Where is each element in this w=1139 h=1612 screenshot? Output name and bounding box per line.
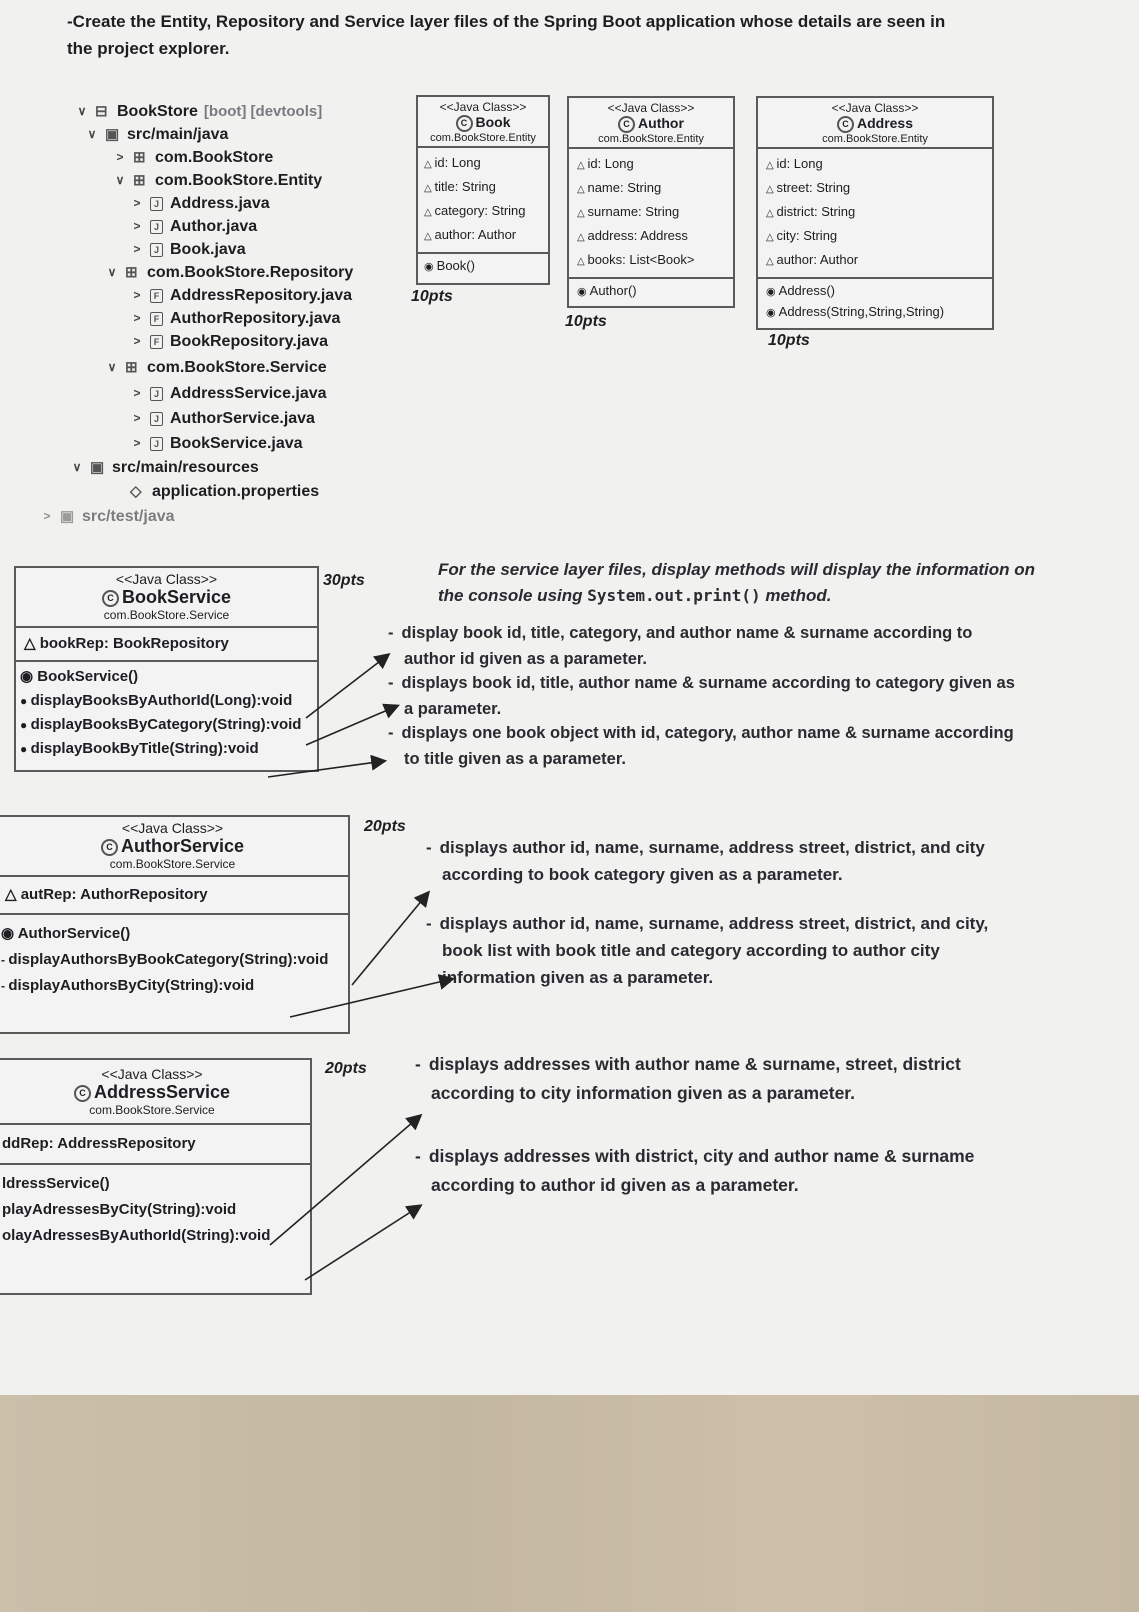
- points-label: 20pts: [364, 818, 406, 835]
- field-text: category: String: [434, 202, 526, 218]
- field-icon: △: [577, 255, 588, 267]
- package-name: com.BookStore.Entity: [598, 132, 704, 145]
- expand-chevron-icon: ∨: [87, 127, 97, 141]
- tree-item-label: src/test/java: [82, 508, 175, 525]
- tree-item-label: application.properties: [152, 483, 320, 500]
- stereotype: <<Java Class>>: [115, 571, 218, 587]
- java-icon: J: [150, 220, 163, 234]
- method-text: Address(): [778, 282, 836, 298]
- field-icon: △: [577, 183, 588, 195]
- field-icon: △: [424, 230, 435, 242]
- package-name: com.BookStore.Service: [109, 857, 236, 871]
- java-icon: J: [150, 197, 163, 211]
- description-text: displays addresses with author name & surname, street, district: [428, 1054, 961, 1074]
- code-snippet: System.out.print(): [587, 586, 761, 605]
- arrow-3: [268, 761, 384, 777]
- interface-icon: F: [150, 312, 163, 326]
- field-icon: △: [424, 158, 435, 170]
- field-text: city: String: [776, 227, 838, 243]
- points-label: 10pts: [768, 332, 810, 349]
- arrow-2: [306, 706, 397, 745]
- java-icon: J: [150, 243, 163, 257]
- field-text: author: Author: [434, 226, 517, 242]
- class-name: Book: [475, 114, 511, 130]
- bullet-dash: -: [415, 1146, 421, 1166]
- bullet-dash: -: [388, 724, 394, 742]
- points-label: 20pts: [325, 1060, 367, 1077]
- expand-chevron-icon: ∨: [107, 265, 117, 279]
- constructor-icon: ◉: [766, 285, 779, 298]
- field-text: books: List<Book>: [587, 251, 695, 267]
- class-name: AddressService: [93, 1082, 231, 1102]
- package-name: com.BookStore.Service: [89, 1103, 215, 1117]
- arrow-5: [290, 979, 452, 1017]
- method-icon: -: [1, 979, 9, 993]
- method-icon: ●: [20, 718, 31, 732]
- tree-item-suffix: [boot] [devtools]: [203, 103, 323, 120]
- points-label: 30pts: [323, 572, 365, 589]
- expand-chevron-icon: ∨: [72, 460, 82, 474]
- field-line: bookRep: BookRepository: [39, 635, 229, 652]
- package-icon: ⊞: [133, 171, 146, 189]
- package-icon: ⊞: [125, 263, 138, 281]
- arrow-7: [305, 1206, 420, 1280]
- constructor-line: BookService(): [37, 668, 139, 685]
- collapse-chevron-icon: >: [116, 150, 124, 164]
- stereotype: <<Java Class>>: [607, 101, 695, 115]
- tree-item-label: AuthorService.java: [170, 410, 315, 427]
- bullet-dash: -: [388, 624, 394, 642]
- service-note-line-1: For the service layer files, display methods will display the information on: [438, 560, 1036, 579]
- constructor-icon: ◉: [766, 306, 779, 319]
- service-note-line-2b: method.: [760, 586, 832, 605]
- tree-item-label: Address.java: [170, 195, 270, 212]
- class-icon: C: [837, 116, 854, 133]
- collapse-chevron-icon: >: [43, 509, 51, 523]
- description-text: displays author id, name, surname, address street, district, and city: [439, 838, 985, 857]
- expand-chevron-icon: ∨: [107, 360, 117, 374]
- expand-chevron-icon: ∨: [77, 104, 87, 118]
- interface-icon: F: [150, 289, 163, 303]
- description-text: displays book id, title, author name & surname according to category given as: [401, 674, 1015, 692]
- method-text: displayBookByTitle(String):void: [30, 740, 259, 757]
- method-text: Book(): [436, 257, 475, 273]
- description-text: author id given as a parameter.: [404, 650, 648, 668]
- method-text: displayBooksByAuthorId(Long):void: [30, 692, 293, 709]
- instruction-line-1: -Create the Entity, Repository and Service layer files of the Spring Boot application whose details are seen in: [67, 12, 946, 31]
- tree-item-label: AuthorRepository.java: [170, 310, 341, 327]
- description-text: according to book category given as a parameter.: [442, 865, 843, 884]
- bullet-dash: -: [426, 838, 432, 857]
- field-text: surname: String: [587, 203, 680, 219]
- tree-item-label: Book.java: [170, 241, 246, 258]
- collapse-chevron-icon: >: [133, 219, 141, 233]
- project-icon: ⊟: [95, 102, 108, 120]
- package-name: com.BookStore.Service: [103, 608, 230, 622]
- description-text: displays author id, name, surname, address street, district, and city,: [439, 914, 989, 933]
- class-name: Address: [856, 115, 914, 131]
- tree-item-label: AddressRepository.java: [170, 287, 352, 304]
- field-text: district: String: [776, 203, 856, 219]
- service-note-line-2a: the console using: [438, 586, 588, 605]
- stereotype: <<Java Class>>: [831, 101, 919, 115]
- description-text: according to city information given as a parameter.: [431, 1083, 856, 1103]
- tree-item-label: com.BookStore.Service: [147, 359, 327, 376]
- stereotype: <<Java Class>>: [101, 1066, 203, 1082]
- class-icon: C: [101, 839, 118, 856]
- arrow-1: [306, 655, 388, 718]
- folder-icon: ▣: [90, 458, 105, 476]
- tree-item-label: AddressService.java: [170, 385, 327, 402]
- constructor-icon: ◉: [424, 260, 437, 273]
- class-icon: C: [618, 116, 635, 133]
- expand-chevron-icon: ∨: [115, 173, 125, 187]
- collapse-chevron-icon: >: [133, 334, 141, 348]
- tree-item-label: BookService.java: [170, 435, 303, 452]
- collapse-chevron-icon: >: [133, 288, 141, 302]
- constructor-line: ldressService(): [2, 1175, 110, 1192]
- method-text: displayAuthorsByCity(String):void: [8, 977, 255, 994]
- method-text: Author(): [589, 282, 637, 298]
- field-text: author: Author: [776, 251, 859, 267]
- package-name: com.BookStore.Entity: [430, 131, 536, 144]
- method-text: displayBooksByCategory(String):void: [30, 716, 302, 733]
- stereotype: <<Java Class>>: [439, 100, 527, 114]
- arrow-6: [270, 1116, 420, 1245]
- method-text: displayAuthorsByBookCategory(String):void: [8, 951, 329, 968]
- collapse-chevron-icon: >: [133, 411, 141, 425]
- constructor-icon: ◉: [20, 668, 38, 685]
- constructor-icon: ◉: [577, 285, 590, 298]
- points-label: 10pts: [411, 288, 453, 305]
- stereotype: <<Java Class>>: [121, 820, 224, 836]
- folder-icon: ▣: [60, 507, 75, 525]
- description-text: display book id, title, category, and author name & surname according to: [401, 624, 973, 642]
- bullet-dash: -: [415, 1054, 421, 1074]
- bullet-dash: -: [426, 914, 432, 933]
- class-icon: C: [102, 590, 119, 607]
- description-text: displays one book object with id, category, author name & surname according: [401, 724, 1014, 742]
- field-line: autRep: AuthorRepository: [20, 886, 208, 903]
- tree-item-label: com.BookStore.Repository: [147, 264, 354, 281]
- field-icon: △: [5, 886, 21, 903]
- field-icon: △: [577, 207, 588, 219]
- points-label: 10pts: [565, 313, 607, 330]
- description-text: to title given as a parameter.: [404, 750, 626, 768]
- package-name: com.BookStore.Entity: [822, 132, 928, 145]
- tree-item-label: src/main/java: [127, 126, 229, 143]
- collapse-chevron-icon: >: [133, 311, 141, 325]
- description-text: displays addresses with district, city and author name & surname: [428, 1146, 975, 1166]
- field-icon: △: [24, 635, 40, 652]
- properties-icon: ◇: [130, 482, 142, 500]
- collapse-chevron-icon: >: [133, 386, 141, 400]
- table-surface: [0, 1395, 1139, 1612]
- constructor-line: AuthorService(): [17, 925, 131, 942]
- tree-item-label: com.BookStore: [155, 149, 274, 166]
- field-icon: △: [766, 255, 777, 267]
- java-icon: J: [150, 387, 163, 401]
- field-icon: △: [766, 231, 777, 243]
- description-text: information given as a parameter.: [442, 968, 714, 987]
- description-text: according to author id given as a parameter.: [431, 1175, 799, 1195]
- field-icon: △: [577, 159, 588, 171]
- tree-item-label: Author.java: [170, 218, 258, 235]
- class-name: Author: [638, 115, 684, 131]
- method-text: playAdressesByCity(String):void: [2, 1201, 237, 1218]
- class-icon: C: [456, 115, 473, 132]
- java-icon: J: [150, 437, 163, 451]
- instruction-line-2: the project explorer.: [67, 39, 230, 58]
- folder-icon: ▣: [105, 125, 120, 143]
- field-icon: △: [577, 231, 588, 243]
- package-icon: ⊞: [125, 358, 138, 376]
- field-icon: △: [766, 159, 777, 171]
- collapse-chevron-icon: >: [133, 196, 141, 210]
- constructor-icon: ◉: [1, 925, 18, 942]
- class-icon: C: [74, 1085, 91, 1102]
- collapse-chevron-icon: >: [133, 436, 141, 450]
- field-text: id: Long: [434, 154, 481, 170]
- arrow-4: [352, 893, 428, 985]
- method-icon: ●: [20, 694, 31, 708]
- tree-item-label: com.BookStore.Entity: [155, 172, 323, 189]
- field-icon: △: [766, 183, 777, 195]
- method-icon: ●: [20, 742, 31, 756]
- tree-item-label: src/main/resources: [112, 459, 259, 476]
- collapse-chevron-icon: >: [133, 242, 141, 256]
- method-text: olayAdressesByAuthorId(String):void: [2, 1227, 271, 1244]
- tree-item-label: BookRepository.java: [170, 333, 328, 350]
- class-name: AuthorService: [120, 836, 245, 856]
- field-text: id: Long: [587, 155, 634, 171]
- tree-item-label: BookStore: [117, 103, 198, 120]
- bullet-dash: -: [388, 674, 394, 692]
- field-icon: △: [766, 207, 777, 219]
- field-text: id: Long: [776, 155, 823, 171]
- method-icon: -: [1, 953, 9, 967]
- field-text: street: String: [776, 179, 851, 195]
- class-name: BookService: [121, 587, 232, 607]
- field-icon: △: [424, 182, 435, 194]
- description-text: book list with book title and category according to author city: [442, 941, 940, 960]
- field-line: ddRep: AddressRepository: [2, 1135, 196, 1152]
- description-text: a parameter.: [404, 700, 502, 718]
- method-text: Address(String,String,String): [778, 303, 945, 319]
- field-icon: △: [424, 206, 435, 218]
- interface-icon: F: [150, 335, 163, 349]
- field-text: title: String: [434, 178, 496, 194]
- java-icon: J: [150, 412, 163, 426]
- field-text: address: Address: [587, 227, 688, 243]
- package-icon: ⊞: [133, 148, 146, 166]
- field-text: name: String: [587, 179, 662, 195]
